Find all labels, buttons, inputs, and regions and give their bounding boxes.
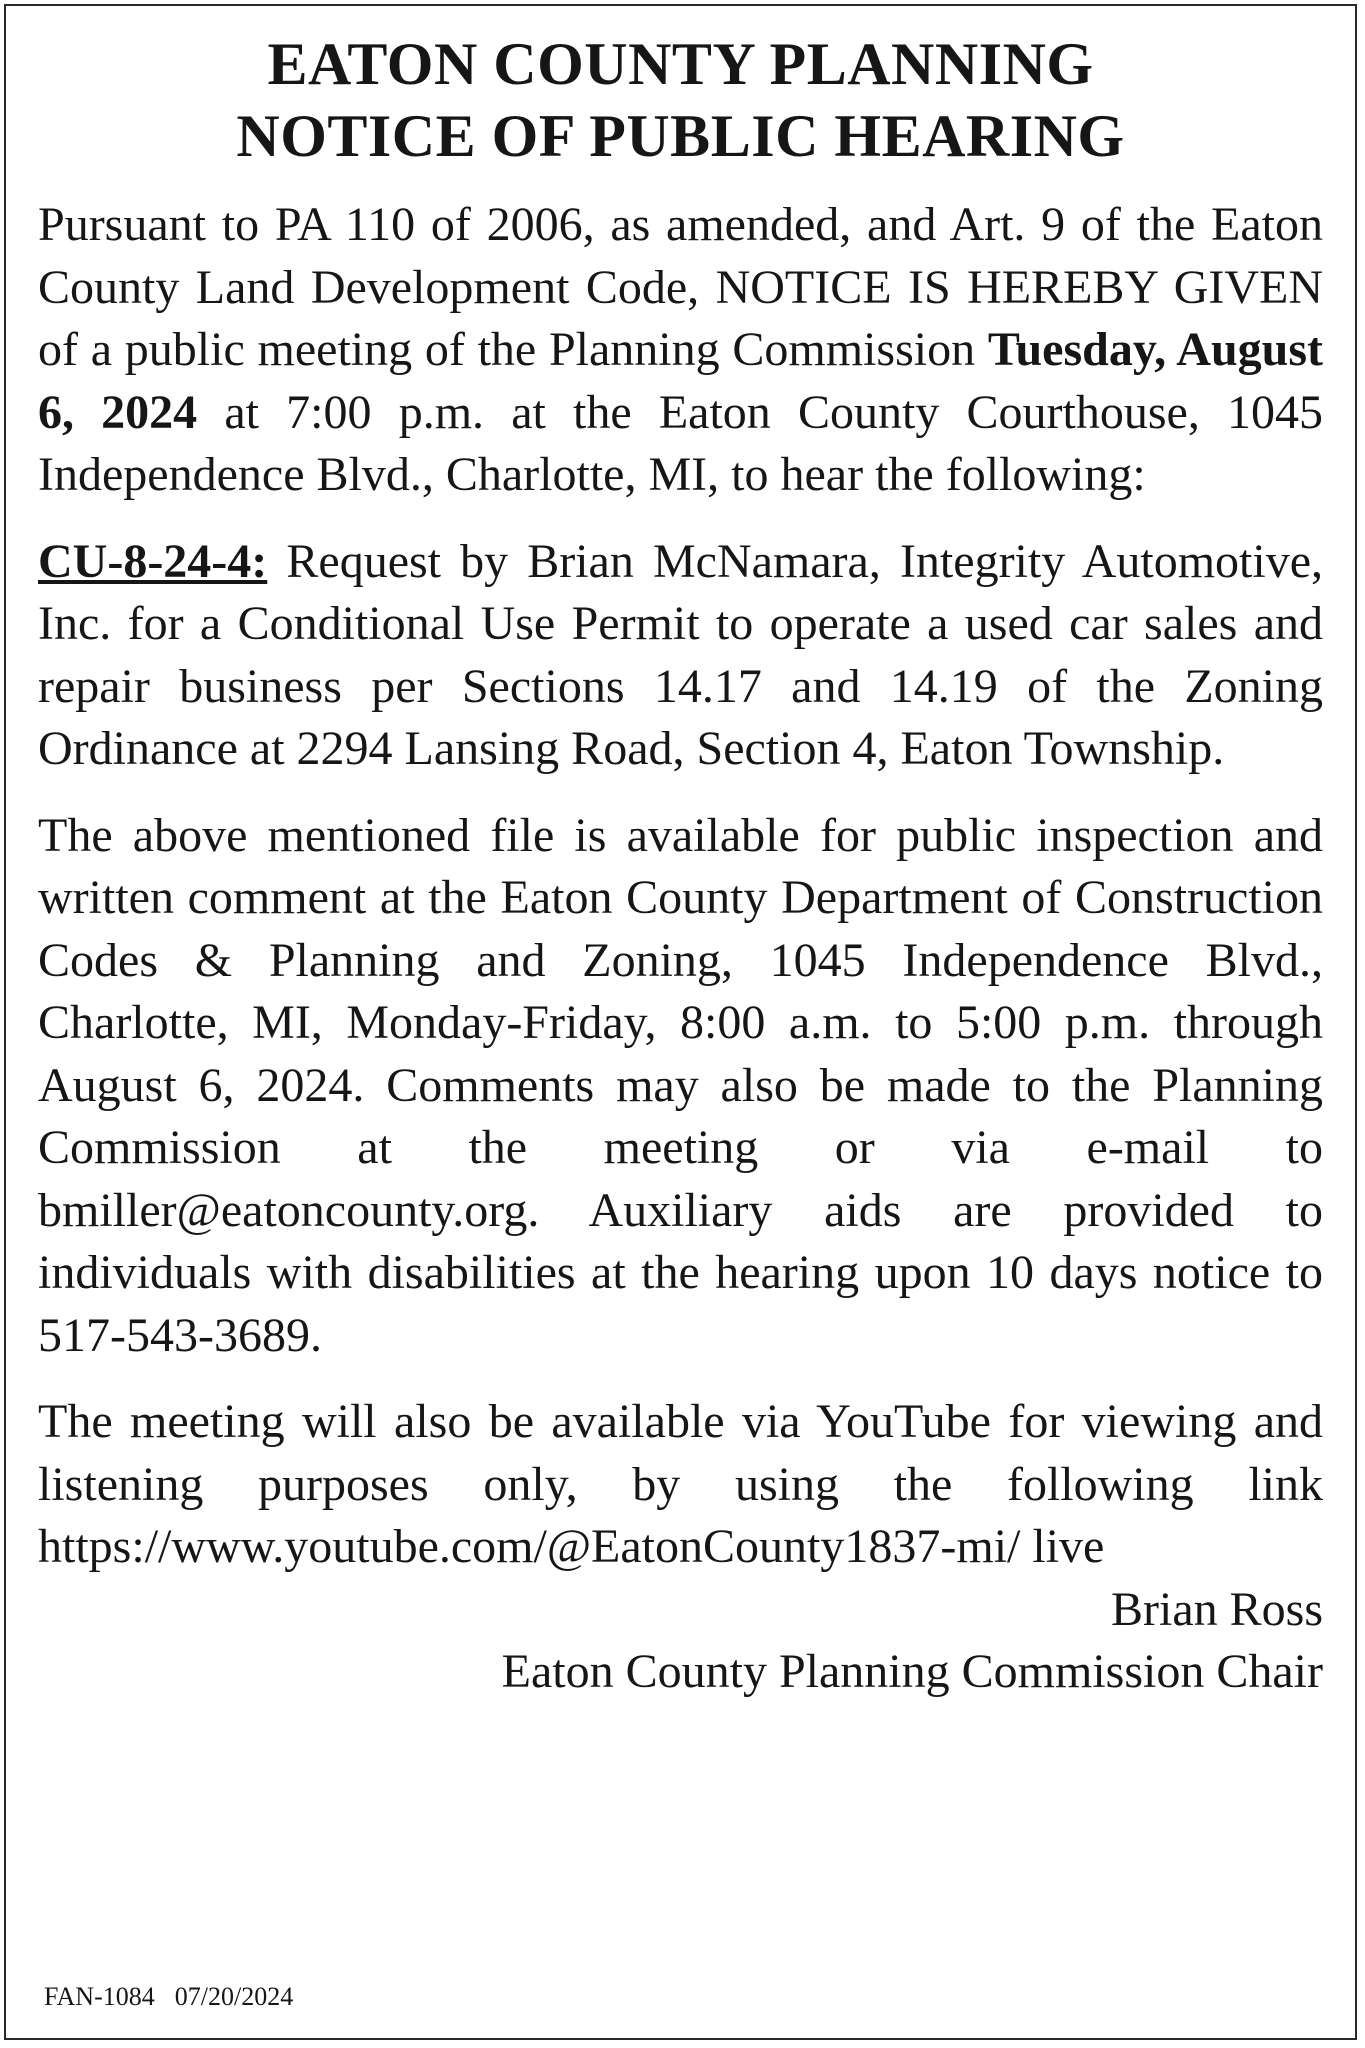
footer-date: 07/20/2024 — [174, 1982, 294, 2011]
public-notice — [4, 4, 1357, 2040]
notice-footer — [44, 1982, 313, 2012]
title-line-1: EATON COUNTY PLANNING — [267, 31, 1094, 97]
intro-text-before-date: Pursuant to PA 110 of 2006, as amended, and Art. 9 of the Eaton County Land Development Code, NOTICE IS HEREBY GIVEN of a public meeting of the Planning Commission — [38, 198, 1323, 376]
hearing-date: Tuesday, August 6, 2024 — [38, 323, 1323, 439]
case-id: CU-8-24-4: — [38, 534, 268, 588]
youtube-paragraph — [38, 1391, 1323, 1579]
notice-title — [38, 28, 1323, 172]
footer-code: FAN-1084 — [44, 1982, 155, 2011]
notice-content — [38, 28, 1323, 1704]
intro-text-after-date: at 7:00 p.m. at the Eaton County Courthouse, 1045 Independence Blvd., Charlotte, MI, to hear the following: — [38, 385, 1324, 501]
case-paragraph — [38, 531, 1323, 781]
signature-block — [38, 1579, 1323, 1704]
youtube-link[interactable]: https://www.youtube.com/@EatonCounty1837-mi/ live — [38, 1520, 1105, 1573]
youtube-text: The meeting will also be available via YouTube for viewing and listening purposes only, by using the following link — [38, 1395, 1323, 1511]
title-line-2: NOTICE OF PUBLIC HEARING — [236, 103, 1125, 169]
signature-name: Brian Ross — [1110, 1582, 1323, 1636]
inspection-paragraph: The above mentioned file is available for public inspection and written comment at the Eaton County Department of Construction Codes & Planning and Zoning, 1045 Independence Blvd., Charlotte, MI, Monday-Friday, 8:00 a.m. to 5:00 p.m. through August 6, 2024. Comments may also be made to the Planning Commission at the meeting or via e-mail to bmiller@eatoncounty.org. Auxiliary aids are provided to individuals with disabilities at the hearing upon 10 days notice to 517-543-3689. — [38, 808, 1323, 1362]
signature-title: Eaton County Planning Commission Chair — [501, 1645, 1323, 1698]
intro-paragraph — [38, 194, 1323, 507]
case-text: Request by Brian McNamara, Integrity Automotive, Inc. for a Conditional Use Permit to operate a used car sales and repair business per Sections 14.17 and 14.19 of the Zoning Ordinance at 2294 Lansing Road, Section 4, Eaton Township. — [38, 534, 1323, 775]
